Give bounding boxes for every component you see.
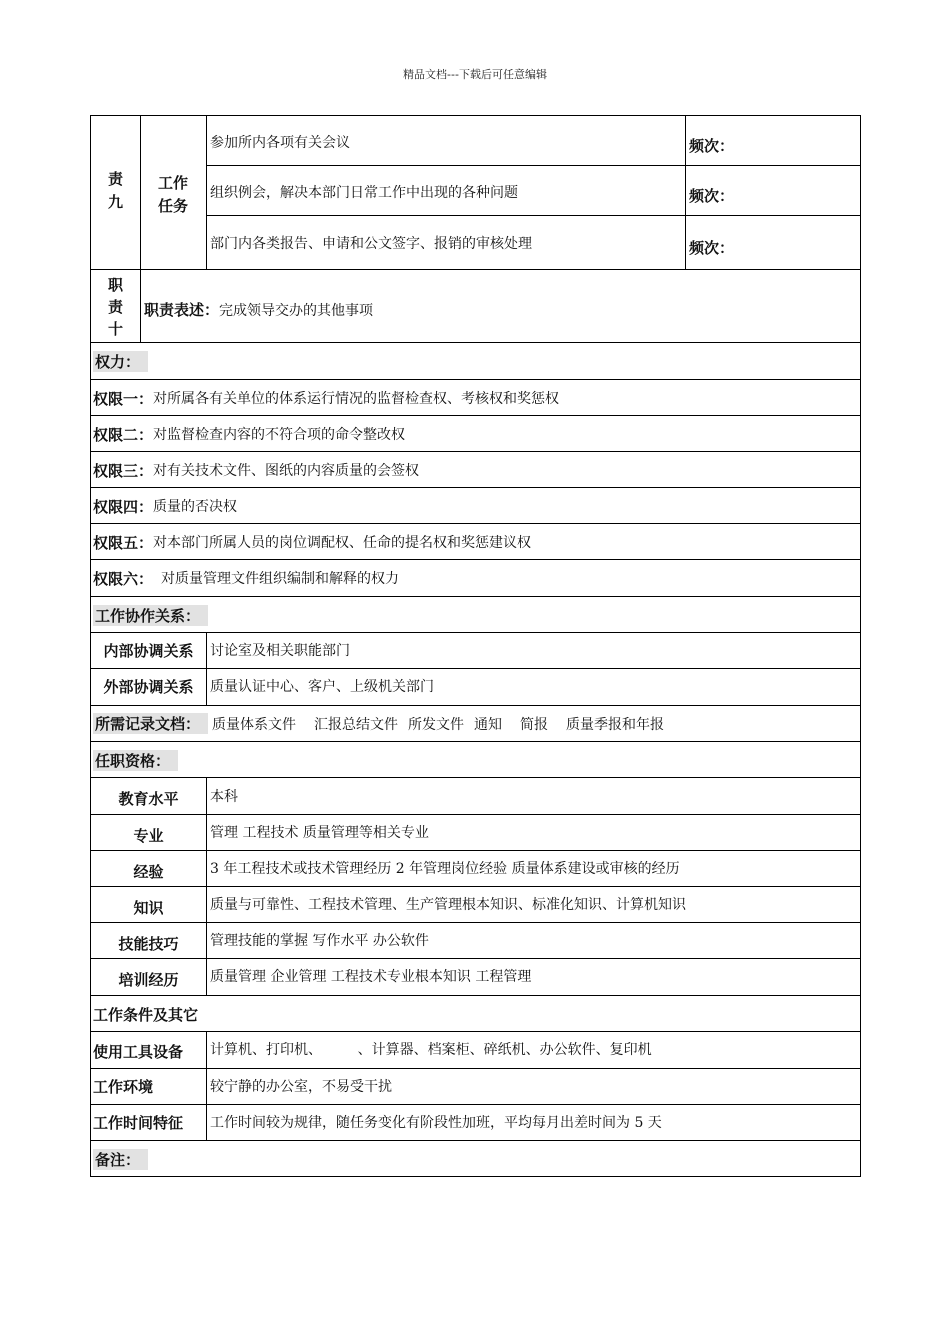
external-relations-value: 质量认证中心、客户、上级机关部门 xyxy=(210,679,434,695)
skills-label: 技能技巧 xyxy=(118,935,179,953)
work-task-label: 工作 任务 xyxy=(157,174,188,215)
relations-title: 工作协作关系： xyxy=(93,605,208,626)
work-time-label: 工作时间特征 xyxy=(93,1114,184,1132)
duty-nine-label: 责 九 xyxy=(107,170,123,211)
work-time-value: 工作时间较为规律，随任务变化有阶段性加班，平均每月出差时间为 5 天 xyxy=(210,1115,662,1131)
frequency-label: 频次： xyxy=(689,137,735,155)
duty-ten-label: 职 责 十 xyxy=(107,276,123,338)
authority-item: 权限六： 对质量管理文件组织编制和解释的权力 xyxy=(93,569,400,588)
authority-item: 权限三： 对有关技术文件、图纸的内容质量的会签权 xyxy=(93,461,420,480)
major-label: 专业 xyxy=(133,827,164,845)
conditions-title: 工作条件及其它 xyxy=(93,1005,199,1024)
authority-item: 权限五： 对本部门所属人员的岗位调配权、任命的提名权和奖惩建议权 xyxy=(93,533,532,552)
authority-title: 权力： xyxy=(93,351,148,372)
frequency-label: 频次： xyxy=(689,187,735,205)
training-label: 培训经历 xyxy=(118,971,179,989)
task-item: 参加所内各项有关会议 xyxy=(210,135,350,151)
qualifications-title: 任职资格： xyxy=(93,750,178,771)
duty-ten-block xyxy=(90,269,861,343)
experience-label: 经验 xyxy=(133,863,164,881)
external-relations-label: 外部协调关系 xyxy=(103,678,194,696)
experience-value: 3 年工程技术或技术管理经历 2 年管理岗位经验 质量体系建设或审核的经历 xyxy=(210,861,680,877)
conditions-section xyxy=(90,995,861,1141)
records-section xyxy=(90,705,861,742)
skills-value: 管理技能的掌握 写作水平 办公软件 xyxy=(210,933,429,949)
internal-relations-label: 内部协调关系 xyxy=(103,642,194,660)
frequency-label: 频次： xyxy=(689,239,735,257)
record-item: 通知 xyxy=(474,716,503,733)
tools-value: 计算机、打印机、 、计算器、档案柜、碎纸机、办公软件、复印机 xyxy=(210,1042,652,1058)
environment-value: 较宁静的办公室，不易受干扰 xyxy=(210,1079,392,1095)
task-item: 组织例会，解决本部门日常工作中出现的各种问题 xyxy=(210,185,518,201)
record-item: 汇报总结文件 xyxy=(314,716,399,733)
authority-item: 权限四： 质量的否决权 xyxy=(93,497,238,516)
qualifications-section xyxy=(90,741,861,996)
environment-label: 工作环境 xyxy=(93,1078,154,1096)
knowledge-value: 质量与可靠性、工程技术管理、生产管理根本知识、标准化知识、计算机知识 xyxy=(210,897,686,913)
duty-nine-block xyxy=(90,115,861,270)
record-item: 所发文件 xyxy=(408,716,465,733)
record-item: 质量季报和年报 xyxy=(566,716,665,733)
records-title: 所需记录文档： xyxy=(93,713,208,734)
tools-label: 使用工具设备 xyxy=(93,1043,184,1061)
authority-section xyxy=(90,342,861,597)
education-value: 本科 xyxy=(210,789,238,805)
training-value: 质量管理 企业管理 工程技术专业根本知识 工程管理 xyxy=(210,969,532,985)
authority-item: 权限一： 对所属各有关单位的体系运行情况的监督检查权、考核权和奖惩权 xyxy=(93,389,560,408)
internal-relations-value: 讨论室及相关职能部门 xyxy=(210,643,350,659)
remarks-section xyxy=(90,1140,861,1177)
page-watermark-header: 精品文档---下载后可任意编辑 xyxy=(403,68,547,81)
remarks-title: 备注： xyxy=(93,1149,148,1170)
work-relations-section xyxy=(90,596,861,706)
education-label: 教育水平 xyxy=(118,790,179,808)
major-value: 管理 工程技术 质量管理等相关专业 xyxy=(210,825,429,841)
authority-item: 权限二： 对监督检查内容的不符合项的命令整改权 xyxy=(93,425,406,444)
knowledge-label: 知识 xyxy=(133,899,164,917)
duty-ten-description: 职责表述：完成领导交办的其他事项 xyxy=(144,301,374,319)
task-item: 部门内各类报告、申请和公文签字、报销的审核处理 xyxy=(210,236,532,252)
record-item: 质量体系文件 xyxy=(212,716,297,733)
record-item: 简报 xyxy=(520,716,549,733)
